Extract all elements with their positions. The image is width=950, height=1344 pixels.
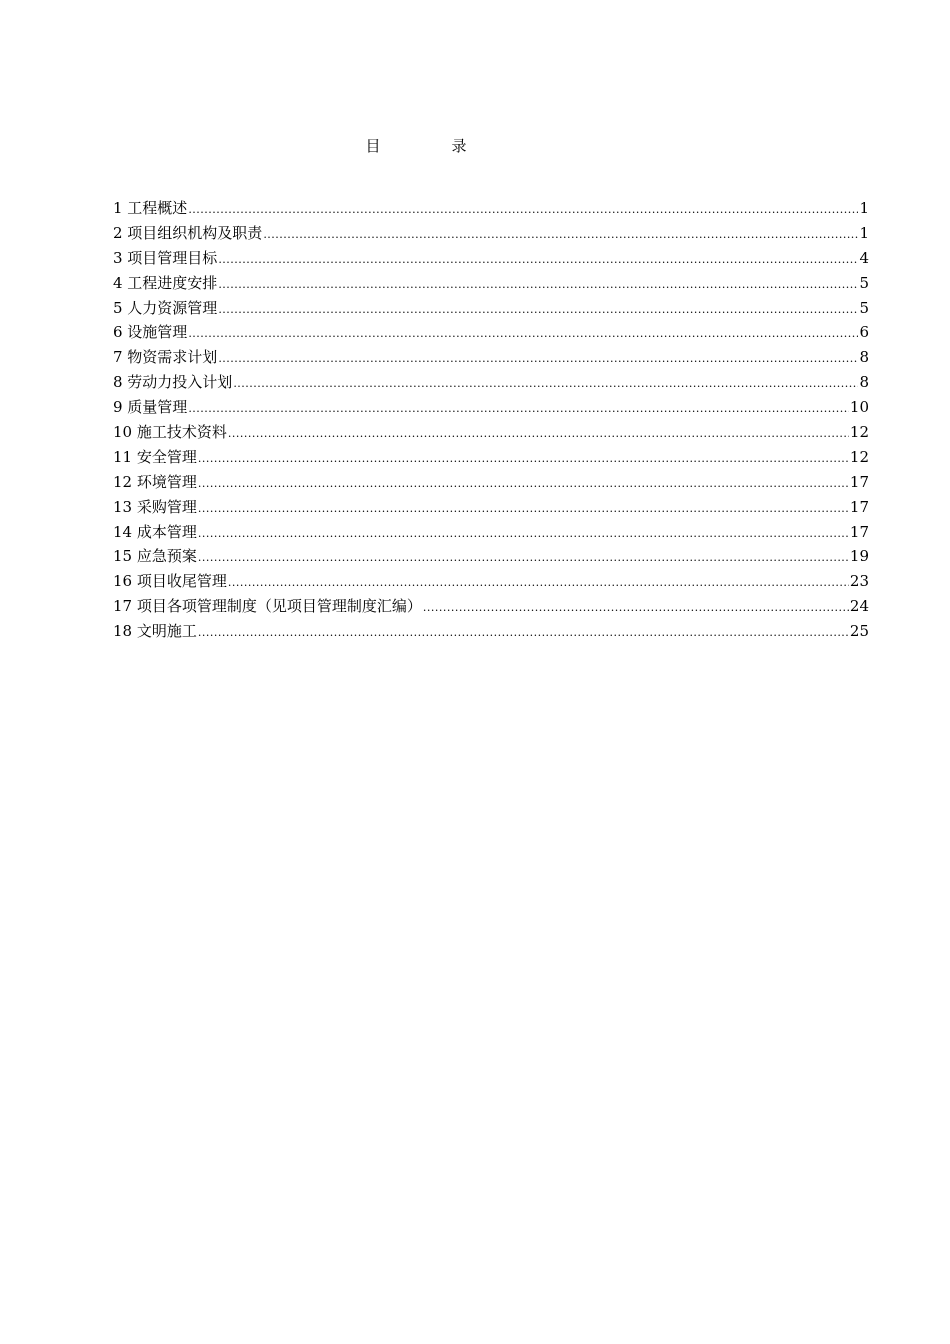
toc-entry-label: 17 项目各项管理制度（见项目管理制度汇编） <box>113 597 422 616</box>
toc-entry-page: 8 <box>859 373 869 392</box>
toc-entry-14[interactable] <box>113 520 869 545</box>
toc-entry-page: 17 <box>849 497 869 516</box>
toc-entry-16[interactable] <box>113 569 869 594</box>
toc-entry-12[interactable] <box>113 470 869 495</box>
toc-entry-label: 3 项目管理目标 <box>113 248 218 267</box>
toc-entry-page: 6 <box>859 323 869 342</box>
toc-entry-label: 12 环境管理 <box>113 472 197 491</box>
toc-entry-15[interactable] <box>113 544 869 569</box>
toc-entry-label: 14 成本管理 <box>113 522 197 541</box>
toc-entry-page: 25 <box>849 622 869 641</box>
toc-leader-dots <box>198 546 849 571</box>
toc-entry-label: 15 应急预案 <box>113 547 197 566</box>
toc-entry-page: 12 <box>849 423 869 442</box>
toc-entry-page: 5 <box>859 298 869 317</box>
toc-entry-page: 24 <box>849 597 869 616</box>
toc-entry-page: 1 <box>859 223 869 242</box>
toc-entry-18[interactable] <box>113 619 869 644</box>
toc-entry-page: 5 <box>859 273 869 292</box>
toc-entry-label: 13 采购管理 <box>113 497 197 516</box>
toc-entry-page: 10 <box>849 398 869 417</box>
toc-leader-dots <box>198 497 849 522</box>
toc-leader-dots <box>218 273 858 298</box>
toc-entry-6[interactable] <box>113 320 869 345</box>
page-title: 目 录 <box>365 137 495 155</box>
toc-leader-dots <box>263 223 858 248</box>
toc-entry-page: 12 <box>849 447 869 466</box>
toc-entry-label: 9 质量管理 <box>113 398 188 417</box>
toc-entry-8[interactable] <box>113 370 869 395</box>
table-of-contents <box>113 196 869 644</box>
toc-entry-page: 17 <box>849 522 869 541</box>
toc-leader-dots <box>228 422 849 447</box>
toc-entry-17[interactable] <box>113 594 869 619</box>
toc-leader-dots <box>198 447 849 472</box>
toc-entry-page: 4 <box>859 248 869 267</box>
toc-leader-dots <box>423 596 849 621</box>
toc-entry-4[interactable] <box>113 271 869 296</box>
toc-entry-label: 16 项目收尾管理 <box>113 572 227 591</box>
toc-entry-label: 11 安全管理 <box>113 447 197 466</box>
toc-entry-page: 8 <box>859 348 869 367</box>
toc-leader-dots <box>198 522 849 547</box>
toc-entry-page: 17 <box>849 472 869 491</box>
toc-leader-dots <box>233 372 858 397</box>
toc-entry-label: 6 设施管理 <box>113 323 188 342</box>
toc-entry-page: 23 <box>849 572 869 591</box>
toc-entry-label: 2 项目组织机构及职责 <box>113 223 263 242</box>
toc-leader-dots <box>198 472 849 497</box>
toc-entry-2[interactable] <box>113 221 869 246</box>
toc-entry-page: 19 <box>849 547 869 566</box>
toc-leader-dots <box>218 298 858 323</box>
toc-entry-10[interactable] <box>113 420 869 445</box>
toc-leader-dots <box>218 347 858 372</box>
toc-entry-11[interactable] <box>113 445 869 470</box>
toc-entry-1[interactable] <box>113 196 869 221</box>
toc-leader-dots <box>218 248 858 273</box>
toc-entry-label: 1 工程概述 <box>113 199 188 217</box>
toc-entry-13[interactable] <box>113 495 869 520</box>
toc-entry-label: 8 劳动力投入计划 <box>113 373 233 392</box>
toc-leader-dots <box>198 621 849 646</box>
toc-entry-3[interactable] <box>113 246 869 271</box>
toc-entry-label: 4 工程进度安排 <box>113 273 218 292</box>
toc-leader-dots <box>188 198 858 223</box>
toc-leader-dots <box>228 571 849 596</box>
toc-leader-dots <box>188 397 849 422</box>
toc-entry-9[interactable] <box>113 395 869 420</box>
toc-leader-dots <box>188 322 858 347</box>
toc-entry-label: 5 人力资源管理 <box>113 298 218 317</box>
toc-entry-label: 7 物资需求计划 <box>113 348 218 367</box>
toc-entry-page: 1 <box>859 199 869 217</box>
toc-entry-label: 18 文明施工 <box>113 622 197 641</box>
toc-entry-7[interactable] <box>113 345 869 370</box>
toc-entry-5[interactable] <box>113 296 869 321</box>
toc-entry-label: 10 施工技术资料 <box>113 423 227 442</box>
